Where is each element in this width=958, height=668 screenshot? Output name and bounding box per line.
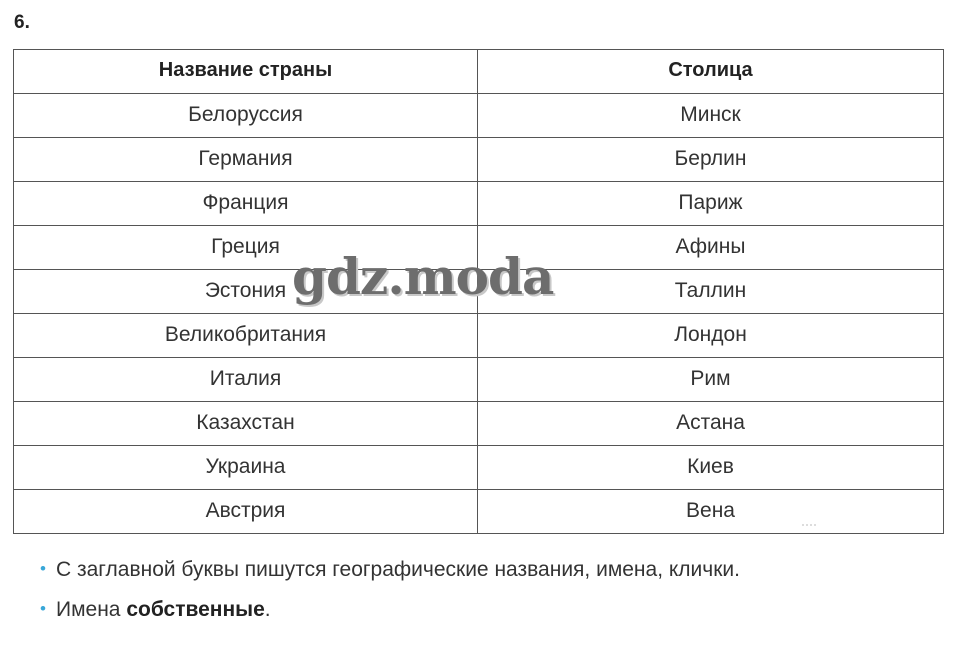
capital-cell: Афины: [478, 226, 944, 270]
bullet-icon: •: [40, 559, 46, 578]
capital-cell: Астана: [478, 402, 944, 446]
country-cell: Греция: [14, 226, 478, 270]
country-cell: Эстония: [14, 270, 478, 314]
table-row: [14, 226, 944, 270]
capital-cell: Лондон: [478, 314, 944, 358]
header-capital: Столица: [478, 50, 944, 94]
country-cell: Великобритания: [14, 314, 478, 358]
header-country: Название страны: [14, 50, 478, 94]
task-number: 6.: [14, 12, 30, 33]
country-cell: Италия: [14, 358, 478, 402]
capital-cell: Берлин: [478, 138, 944, 182]
country-cell: Франция: [14, 182, 478, 226]
table-row: [14, 182, 944, 226]
table-header-row: [14, 50, 944, 94]
bullet-icon: •: [40, 599, 46, 618]
table-row: [14, 314, 944, 358]
note-text-bold: собственные: [126, 598, 265, 621]
table-row: [14, 358, 944, 402]
capital-cell: Париж: [478, 182, 944, 226]
country-cell: Австрия: [14, 490, 478, 534]
note-text-suffix: .: [264, 598, 271, 621]
note-text: С заглавной буквы пишутся географические названия, имена, клички.: [56, 558, 740, 581]
capital-cell: Таллин: [478, 270, 944, 314]
country-cell: Казахстан: [14, 402, 478, 446]
country-cell: Белоруссия: [14, 94, 478, 138]
capital-cell: Киев: [478, 446, 944, 490]
note-capitalization: [40, 555, 740, 595]
capital-cell: Рим: [478, 358, 944, 402]
capital-cell: Минск: [478, 94, 944, 138]
table-row: [14, 402, 944, 446]
capital-cell: Вена: [478, 490, 944, 534]
table-row: [14, 270, 944, 314]
table-row: [14, 446, 944, 490]
note-text-prefix: Имена: [56, 598, 127, 621]
notes-list: [40, 555, 740, 635]
faint-dots-divider: [802, 524, 816, 528]
country-cell: Украина: [14, 446, 478, 490]
countries-capitals-table: [13, 49, 944, 534]
country-cell: Германия: [14, 138, 478, 182]
watermark-logo: gdz.moda: [292, 247, 554, 306]
note-proper-names: [40, 595, 740, 635]
table-row: [14, 94, 944, 138]
table-row: [14, 138, 944, 182]
